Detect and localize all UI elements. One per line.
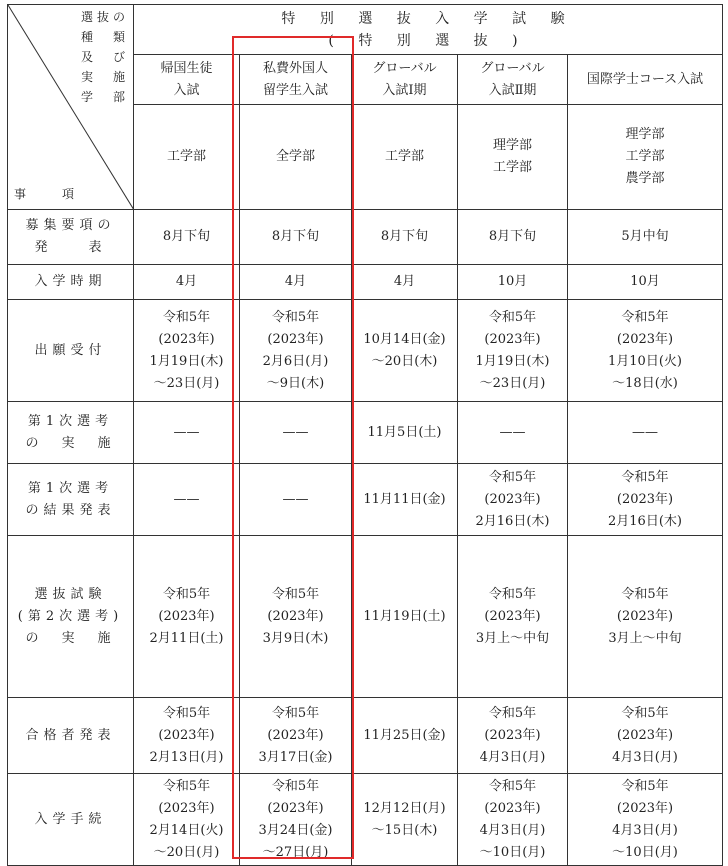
table-cell: 令和5年 (2023年) 1月19日(木) ～23日(月) [458,300,568,402]
table-cell: 8月下旬 [352,210,458,265]
table-cell: 令和5年 (2023年) 3月9日(木) [240,536,352,698]
col-header: グローバル 入試Ⅱ期 [458,55,568,105]
table-cell: 令和5年 (2023年) 3月17日(金) [240,698,352,774]
faculty-cell: 全学部 [240,105,352,210]
table-cell: 12月12日(月) ～15日(木) [352,774,458,866]
table-cell: 令和5年 (2023年) 2月16日(木) [568,464,723,536]
table-row [8,210,723,265]
row-label: 入学時期 [8,265,134,300]
corner-bottom-left-text: 事 項 [14,187,87,201]
table-cell: 令和5年 (2023年) 3月上～中旬 [458,536,568,698]
table-cell: 令和5年 (2023年) 1月10日(火) ～18日(水) [568,300,723,402]
table-cell: 8月下旬 [458,210,568,265]
row-label: 選抜試験 (第2次選考) の 実 施 [8,536,134,698]
table-cell: —— [458,402,568,464]
col-header: グローバル 入試Ⅰ期 [352,55,458,105]
table-cell: 10月 [568,265,723,300]
table-cell: 令和5年 (2023年) 4月3日(月) [568,698,723,774]
table-cell: 令和5年 (2023年) 3月上～中旬 [568,536,723,698]
table-title-cell [134,5,723,55]
table-cell: —— [240,402,352,464]
table-cell: 11月19日(土) [352,536,458,698]
table-title: 特 別 選 抜 入 学 試 験 [281,10,575,27]
table-cell: 令和5年 (2023年) 2月16日(木) [458,464,568,536]
table-row [8,265,723,300]
row-label: 出願受付 [8,300,134,402]
table-cell: 令和5年 (2023年) 4月3日(月) ～10日(月) [458,774,568,866]
table-cell: 11月25日(金) [352,698,458,774]
table-cell: 4月 [240,265,352,300]
row-label: 募集要項の 発 表 [8,210,134,265]
table-row [8,300,723,402]
table-row [8,402,723,464]
table-cell: 4月 [352,265,458,300]
table-cell: 令和5年 (2023年) 2月11日(土) [134,536,240,698]
row-label: 第1次選考 の結果発表 [8,464,134,536]
table-row [8,698,723,774]
table-cell: 11月5日(土) [352,402,458,464]
faculty-cell: 理学部 工学部 農学部 [568,105,723,210]
table-cell: 令和5年 (2023年) 1月19日(木) ～23日(月) [134,300,240,402]
table-row [8,774,723,866]
table-cell: 令和5年 (2023年) 2月14日(火) ～20日(月) [134,774,240,866]
col-header: 私費外国人 留学生入試 [240,55,352,105]
table-row [8,464,723,536]
table-cell: 5月中旬 [568,210,723,265]
table-cell: 令和5年 (2023年) 4月3日(月) [458,698,568,774]
table-cell: 10月14日(金) ～20日(木) [352,300,458,402]
table-cell: 8月下旬 [240,210,352,265]
corner-header-cell [8,5,134,210]
col-header: 帰国生徒 入試 [134,55,240,105]
row-label: 入学手続 [8,774,134,866]
table-subtitle: ( 特 別 選 抜 ) [328,32,528,49]
table-cell: 令和5年 (2023年) 4月3日(月) ～10日(月) [568,774,723,866]
corner-top-right-text: 選抜の 種 類 及 び 実 施 学 部 [80,10,129,104]
table-cell: —— [134,402,240,464]
table-row [8,536,723,698]
col-header: 国際学士コース入試 [568,55,723,105]
row-label: 合格者発表 [8,698,134,774]
table-cell: 令和5年 (2023年) 2月6日(月) ～9日(木) [240,300,352,402]
faculty-cell: 理学部 工学部 [458,105,568,210]
table-cell: 10月 [458,265,568,300]
row-label: 第1次選考 の 実 施 [8,402,134,464]
table-cell: 令和5年 (2023年) 2月13日(月) [134,698,240,774]
table-cell: 8月下旬 [134,210,240,265]
table-cell: 11月11日(金) [352,464,458,536]
table-cell: —— [568,402,723,464]
table-cell: 4月 [134,265,240,300]
admission-schedule-table [7,4,723,866]
table-cell: —— [240,464,352,536]
table-cell: —— [134,464,240,536]
table-cell: 令和5年 (2023年) 3月24日(金) ～27日(月) [240,774,352,866]
faculty-cell: 工学部 [134,105,240,210]
faculty-cell: 工学部 [352,105,458,210]
